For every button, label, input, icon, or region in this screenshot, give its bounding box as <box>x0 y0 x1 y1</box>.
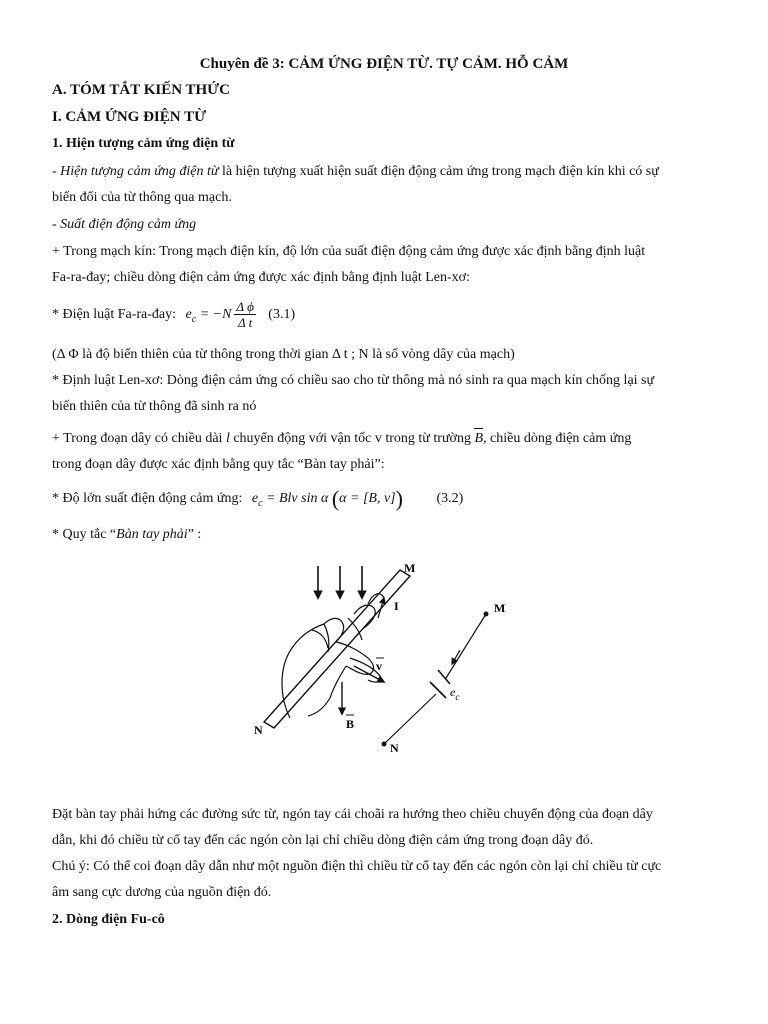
right-hand-rule-figure <box>250 558 530 758</box>
p4-part-a: + Trong đoạn dây có chiều dài <box>52 431 226 446</box>
faraday-note: (Δ Φ là độ biến thiên của từ thông trong thời gian Δ t ; N là số vòng dây của mạch) <box>52 347 515 362</box>
paragraph-5-line-1: Đặt bàn tay phải hứng các đường sức từ, ngón tay cái choãi ra hướng theo chiều chuyển động của đoạn dây <box>52 807 653 822</box>
p4-part-c: , chiều dòng điện cảm ứng <box>483 431 632 446</box>
subsection-2-heading: 2. Dòng điện Fu-cô <box>52 912 165 927</box>
p1-italic-term: Hiện tượng cảm ứng điện từ <box>60 164 219 179</box>
faraday-denominator: Δ t <box>237 315 253 331</box>
label-ec <box>450 685 459 702</box>
p1-dash: - <box>52 164 61 179</box>
emf-lhs: e <box>251 491 259 507</box>
label-n-left: N <box>254 723 263 737</box>
paragraph-1-line-2: biến đổi của từ thông qua mạch. <box>52 190 232 205</box>
paragraph-6-line-2: âm sang cực dương của nguồn điện đó. <box>52 885 272 900</box>
faraday-fraction <box>234 299 255 330</box>
page-title: Chuyên đề 3: CẢM ỨNG ĐIỆN TỪ. TỰ CẢM. HỖ CẢM <box>199 56 569 72</box>
faraday-eq: = −N <box>196 307 232 322</box>
paragraph-3-line-2: Fa-ra-đay; chiều dòng điện cảm ứng được xác định bằng định luật Len-xơ: <box>52 270 470 285</box>
emf-source-schematic <box>384 614 486 744</box>
faraday-ref: (3.1) <box>268 307 296 322</box>
emf-line: * Độ lớn suất điện động cảm ứng: $e_c$ = Blv sin α (α = [B, v]) (3.2) <box>52 486 464 511</box>
paragraph-6-line-1: Chú ý: Có thể coi đoạn dây dẫn như một nguồn điện thì chiều từ cổ tay đến các ngón còn lại chỉ chiều từ cực <box>52 859 662 874</box>
label-field: B <box>346 717 355 731</box>
faraday-formula <box>185 299 263 331</box>
faraday-label: * Điện luật Fa-ra-đay: <box>52 307 177 322</box>
paragraph-5-line-2: dẫn, khi đó chiều từ cổ tay đến các ngón còn lại chỉ chiều dòng điện cảm ứng trong đoạn dây đó. <box>52 833 594 848</box>
right-hand-rule-line <box>52 526 201 544</box>
subsection-1-heading: 1. Hiện tượng cảm ứng điện từ <box>52 136 235 151</box>
label-current: I <box>394 599 399 613</box>
paragraph-4-line-1 <box>52 430 631 448</box>
rule-suffix: ” : <box>187 527 202 542</box>
lenz-law-line-1: * Định luật Len-xơ: Dòng điện cảm ứng có chiều sao cho từ thông mà nó sinh ra qua mạch kín chống lại sự <box>52 373 655 388</box>
label-m-right: M <box>494 601 506 615</box>
right-hand-rule-diagram <box>250 558 530 758</box>
paragraph-2: - Suất điện động cảm ứng <box>52 217 197 232</box>
faraday-numerator: Δ ϕ <box>236 299 254 315</box>
p4-b-symbol: B <box>474 431 484 446</box>
faraday-law-line <box>52 298 295 337</box>
p1-rest: là hiện tượng xuất hiện suất điện động cảm ứng trong mạch điện kín khi có sự <box>218 164 659 179</box>
p4-part-b: chuyển động với vận tốc v trong từ trường <box>229 431 475 446</box>
emf-sub: c <box>258 498 263 510</box>
emf-eq: = Blv sin α <box>262 491 329 507</box>
paragraph-4-line-2: trong đoạn dây được xác định bằng quy tắc “Bàn tay phải”: <box>52 457 385 472</box>
label-ec-sub: c <box>455 692 460 702</box>
lenz-law-line-2: biến thiên của từ thông đã sinh ra nó <box>52 399 257 414</box>
paragraph-3-line-1: + Trong mạch kín: Trong mạch điện kín, độ lớn của suất điện động cảm ứng được xác định bằng định luật <box>52 244 646 259</box>
emf-angle-def: α = [B, v] <box>339 491 396 507</box>
label-n-right: N <box>390 741 399 755</box>
label-velocity: v <box>376 659 382 673</box>
rule-prefix: * Quy tắc “ <box>52 527 117 542</box>
rule-italic: Bàn tay phải <box>116 527 188 542</box>
section-i-heading: I. CẢM ỨNG ĐIỆN TỪ <box>52 109 207 125</box>
paragraph-1-line-1 <box>52 163 659 181</box>
section-a-heading: A. TÓM TẮT KIẾN THỨC <box>52 82 230 98</box>
p4-b-vector <box>474 430 483 448</box>
emf-ref: (3.2) <box>436 491 464 507</box>
conductor-bar <box>264 570 410 728</box>
label-m-left: M <box>404 561 416 575</box>
emf-formula <box>251 491 329 510</box>
label-ec-main: e <box>450 685 456 699</box>
p4-length-symbol: l <box>225 431 230 446</box>
faraday-lhs: e <box>185 307 192 322</box>
faraday-sub: c <box>191 313 197 325</box>
field-arrows <box>318 566 362 598</box>
emf-label: * Độ lớn suất điện động cảm ứng: <box>52 491 243 507</box>
